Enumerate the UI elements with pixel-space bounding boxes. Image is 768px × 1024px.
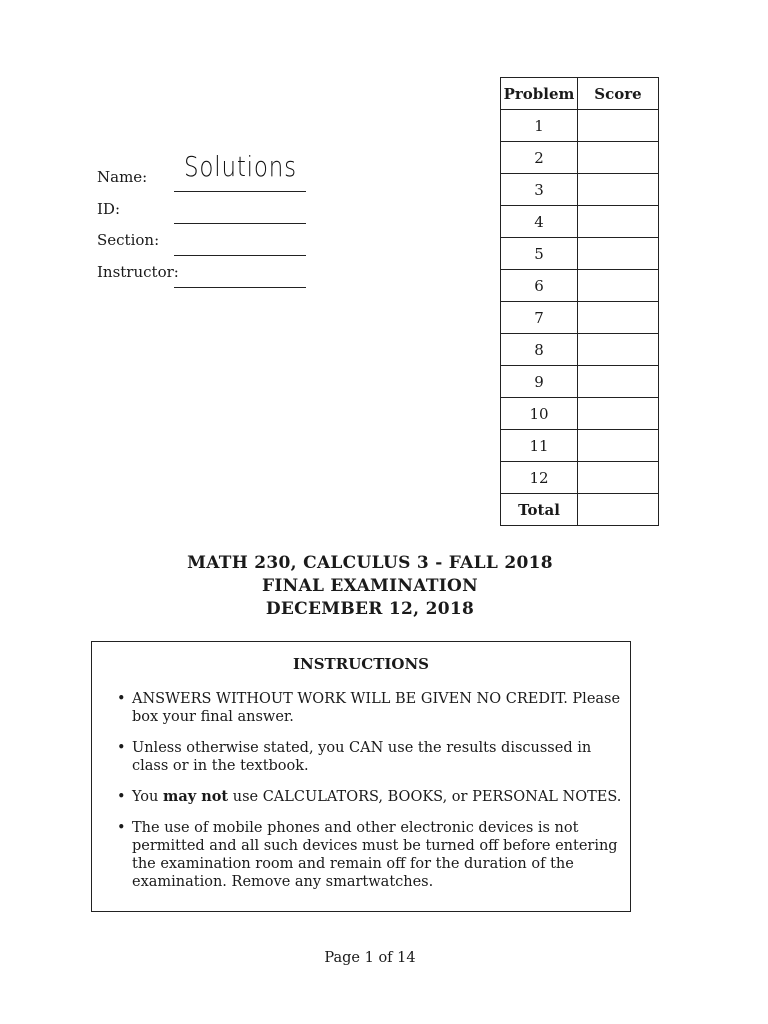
problem-number: 11 (501, 430, 578, 462)
table-row (501, 334, 659, 366)
instruction-item: • Unless otherwise stated, you CAN use the results discussed in class or in the textbook. (132, 739, 629, 775)
score-cell (578, 366, 659, 398)
table-row (501, 174, 659, 206)
score-cell (578, 302, 659, 334)
problem-number: 6 (501, 270, 578, 302)
total-score-cell (578, 494, 659, 526)
problem-number: 10 (501, 398, 578, 430)
table-row (501, 270, 659, 302)
instruction-text: You (132, 789, 163, 805)
table-row (501, 206, 659, 238)
table-row (501, 110, 659, 142)
score-cell (578, 398, 659, 430)
table-row (501, 366, 659, 398)
score-cell (578, 462, 659, 494)
table-row (501, 462, 659, 494)
problem-number: 3 (501, 174, 578, 206)
problem-number: 4 (501, 206, 578, 238)
name-label: Name: (97, 168, 148, 186)
header-problem: Problem (501, 78, 578, 110)
problem-number: 5 (501, 238, 578, 270)
section-label: Section: (97, 231, 160, 249)
instruction-text: use CALCULATORS, BOOKS, or PERSONAL NOTES. (228, 789, 622, 805)
table-row (501, 398, 659, 430)
score-cell (578, 174, 659, 206)
instruction-item: • ANSWERS WITHOUT WORK WILL BE GIVEN NO CREDIT. Please box your final answer. (132, 690, 629, 726)
score-cell (578, 334, 659, 366)
instruction-item (132, 788, 629, 806)
score-cell (578, 142, 659, 174)
score-cell (578, 270, 659, 302)
name-handwritten-value: Solutions (184, 150, 297, 183)
instructor-label: Instructor: (97, 263, 179, 281)
score-cell (578, 110, 659, 142)
instructor-line (174, 287, 306, 288)
id-label: ID: (97, 200, 121, 218)
page-number: Page 1 of 14 (324, 950, 416, 966)
instructions-list (92, 690, 629, 904)
exam-date: DECEMBER 12, 2018 (265, 599, 475, 619)
instructions-box (91, 641, 631, 912)
score-table (500, 77, 659, 526)
total-label: Total (501, 494, 578, 526)
header-score: Score (578, 78, 659, 110)
problem-number: 8 (501, 334, 578, 366)
problem-number: 12 (501, 462, 578, 494)
instruction-item: • The use of mobile phones and other electronic devices is not permitted and all such devices must be turned off before entering the examination room and remain off for the duration of the examination. Remove any smartwatches. (132, 819, 629, 891)
table-row (501, 238, 659, 270)
score-cell (578, 206, 659, 238)
table-row (501, 430, 659, 462)
exam-title: FINAL EXAMINATION (262, 576, 478, 596)
table-row (501, 302, 659, 334)
score-cell (578, 238, 659, 270)
section-line (174, 255, 306, 256)
id-line (174, 223, 306, 224)
instruction-emphasis: may not (163, 788, 229, 805)
problem-number: 2 (501, 142, 578, 174)
problem-number: 7 (501, 302, 578, 334)
instructions-heading: INSTRUCTIONS (293, 655, 429, 673)
problem-number: 9 (501, 366, 578, 398)
problem-number: 1 (501, 110, 578, 142)
score-cell (578, 430, 659, 462)
course-title: MATH 230, CALCULUS 3 - FALL 2018 (187, 553, 553, 573)
table-row (501, 142, 659, 174)
name-line (174, 191, 306, 192)
